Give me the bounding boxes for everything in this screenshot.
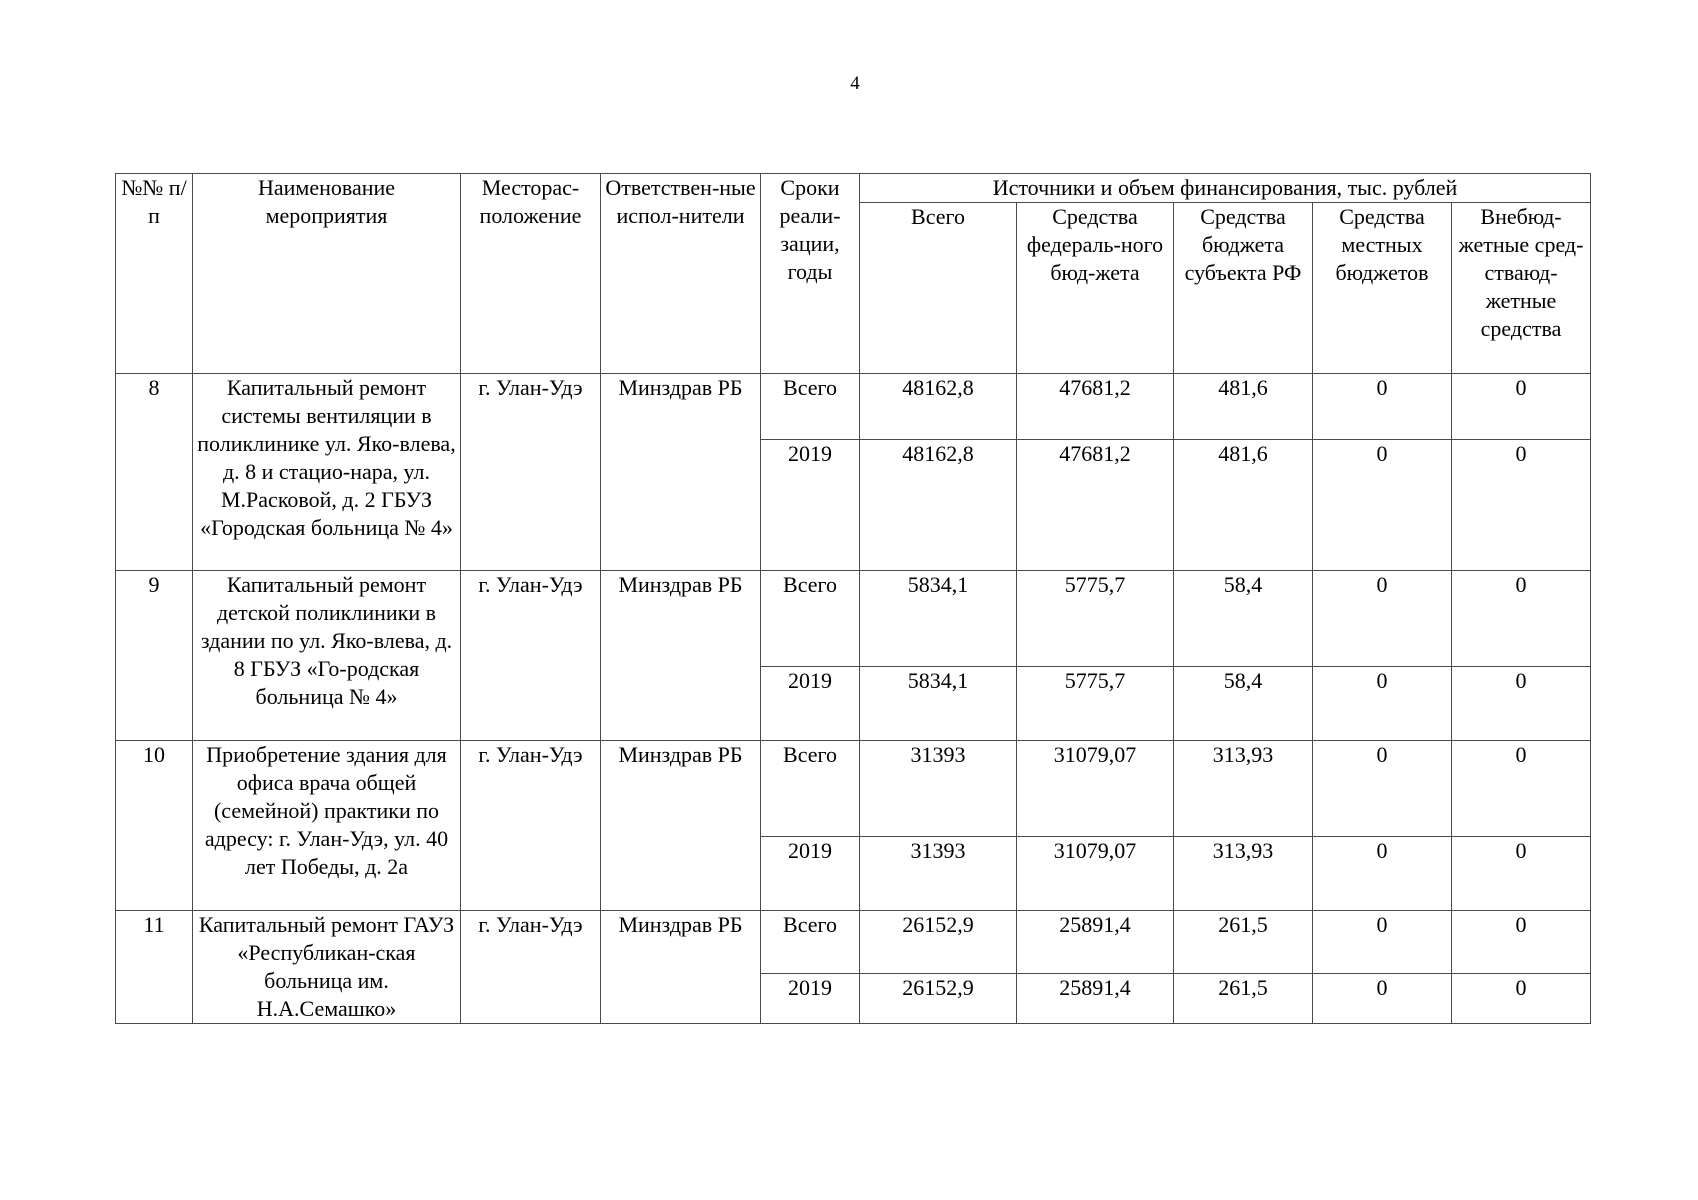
cell-num: 11 <box>116 911 193 1024</box>
cell-period: 2019 <box>761 974 860 1024</box>
cell-regional: 481,6 <box>1174 440 1313 571</box>
header-offbudget: Внебюд-жетные сред-стваюд-жетные средства <box>1452 203 1591 374</box>
cell-regional: 313,93 <box>1174 741 1313 837</box>
cell-total: 31393 <box>860 837 1017 911</box>
header-name: Наименование мероприятия <box>193 174 461 374</box>
cell-local: 0 <box>1313 911 1452 974</box>
cell-name: Капитальный ремонт ГАУЗ «Республикан-ская больница им. Н.А.Семашко» <box>193 911 461 1024</box>
cell-local: 0 <box>1313 374 1452 440</box>
cell-name: Капитальный ремонт системы вентиляции в поликлинике ул. Яко-влева, д. 8 и стацио-нара, ул. М.Расковой, д. 2 ГБУЗ «Городская больница № 4» <box>193 374 461 571</box>
cell-num: 8 <box>116 374 193 571</box>
cell-offbudget: 0 <box>1452 667 1591 741</box>
header-federal: Средства федераль-ного бюд-жета <box>1017 203 1174 374</box>
header-row <box>116 174 1591 203</box>
header-total: Всего <box>860 203 1017 374</box>
cell-responsible: Минздрав РБ <box>601 571 761 741</box>
table-row <box>116 741 1591 837</box>
cell-name: Приобретение здания для офиса врача общей (семейной) практики по адресу: г. Улан-Удэ, ул. 40 лет Победы, д. 2а <box>193 741 461 911</box>
cell-federal: 47681,2 <box>1017 374 1174 440</box>
cell-local: 0 <box>1313 741 1452 837</box>
header-local: Средства местных бюджетов <box>1313 203 1452 374</box>
cell-regional: 481,6 <box>1174 374 1313 440</box>
cell-offbudget: 0 <box>1452 374 1591 440</box>
header-period: Сроки реали-зации, годы <box>761 174 860 374</box>
cell-total: 26152,9 <box>860 974 1017 1024</box>
table-row <box>116 374 1591 440</box>
cell-period: Всего <box>761 741 860 837</box>
header-sources: Источники и объем финансирования, тыс. рублей <box>860 174 1591 203</box>
cell-name: Капитальный ремонт детской поликлиники в здании по ул. Яко-влева, д. 8 ГБУЗ «Го-родская больница № 4» <box>193 571 461 741</box>
cell-total: 5834,1 <box>860 571 1017 667</box>
cell-regional: 58,4 <box>1174 667 1313 741</box>
cell-local: 0 <box>1313 571 1452 667</box>
cell-period: Всего <box>761 374 860 440</box>
cell-federal: 25891,4 <box>1017 911 1174 974</box>
cell-period: 2019 <box>761 837 860 911</box>
cell-federal: 47681,2 <box>1017 440 1174 571</box>
cell-num: 9 <box>116 571 193 741</box>
header-regional: Средства бюджета субъекта РФ <box>1174 203 1313 374</box>
cell-federal: 25891,4 <box>1017 974 1174 1024</box>
cell-regional: 261,5 <box>1174 974 1313 1024</box>
cell-responsible: Минздрав РБ <box>601 741 761 911</box>
cell-period: Всего <box>761 911 860 974</box>
cell-local: 0 <box>1313 440 1452 571</box>
cell-location: г. Улан-Удэ <box>461 741 601 911</box>
cell-period: 2019 <box>761 667 860 741</box>
cell-location: г. Улан-Удэ <box>461 911 601 1024</box>
cell-num: 10 <box>116 741 193 911</box>
cell-total: 26152,9 <box>860 911 1017 974</box>
cell-offbudget: 0 <box>1452 911 1591 974</box>
cell-local: 0 <box>1313 974 1452 1024</box>
cell-local: 0 <box>1313 837 1452 911</box>
table-row <box>116 911 1591 974</box>
header-responsible: Ответствен-ные испол-нители <box>601 174 761 374</box>
financing-table <box>115 173 1591 1024</box>
cell-regional: 261,5 <box>1174 911 1313 974</box>
cell-period: 2019 <box>761 440 860 571</box>
cell-federal: 31079,07 <box>1017 741 1174 837</box>
cell-total: 48162,8 <box>860 374 1017 440</box>
table-row <box>116 571 1591 667</box>
cell-federal: 5775,7 <box>1017 667 1174 741</box>
cell-total: 48162,8 <box>860 440 1017 571</box>
cell-location: г. Улан-Удэ <box>461 374 601 571</box>
cell-location: г. Улан-Удэ <box>461 571 601 741</box>
cell-offbudget: 0 <box>1452 440 1591 571</box>
cell-offbudget: 0 <box>1452 571 1591 667</box>
cell-responsible: Минздрав РБ <box>601 374 761 571</box>
cell-total: 31393 <box>860 741 1017 837</box>
cell-regional: 58,4 <box>1174 571 1313 667</box>
cell-offbudget: 0 <box>1452 741 1591 837</box>
cell-federal: 31079,07 <box>1017 837 1174 911</box>
cell-responsible: Минздрав РБ <box>601 911 761 1024</box>
header-num: №№ п/п <box>116 174 193 374</box>
cell-offbudget: 0 <box>1452 974 1591 1024</box>
cell-regional: 313,93 <box>1174 837 1313 911</box>
cell-period: Всего <box>761 571 860 667</box>
header-location: Месторас-положение <box>461 174 601 374</box>
cell-federal: 5775,7 <box>1017 571 1174 667</box>
page-number: 4 <box>850 73 860 94</box>
cell-offbudget: 0 <box>1452 837 1591 911</box>
cell-local: 0 <box>1313 667 1452 741</box>
cell-total: 5834,1 <box>860 667 1017 741</box>
